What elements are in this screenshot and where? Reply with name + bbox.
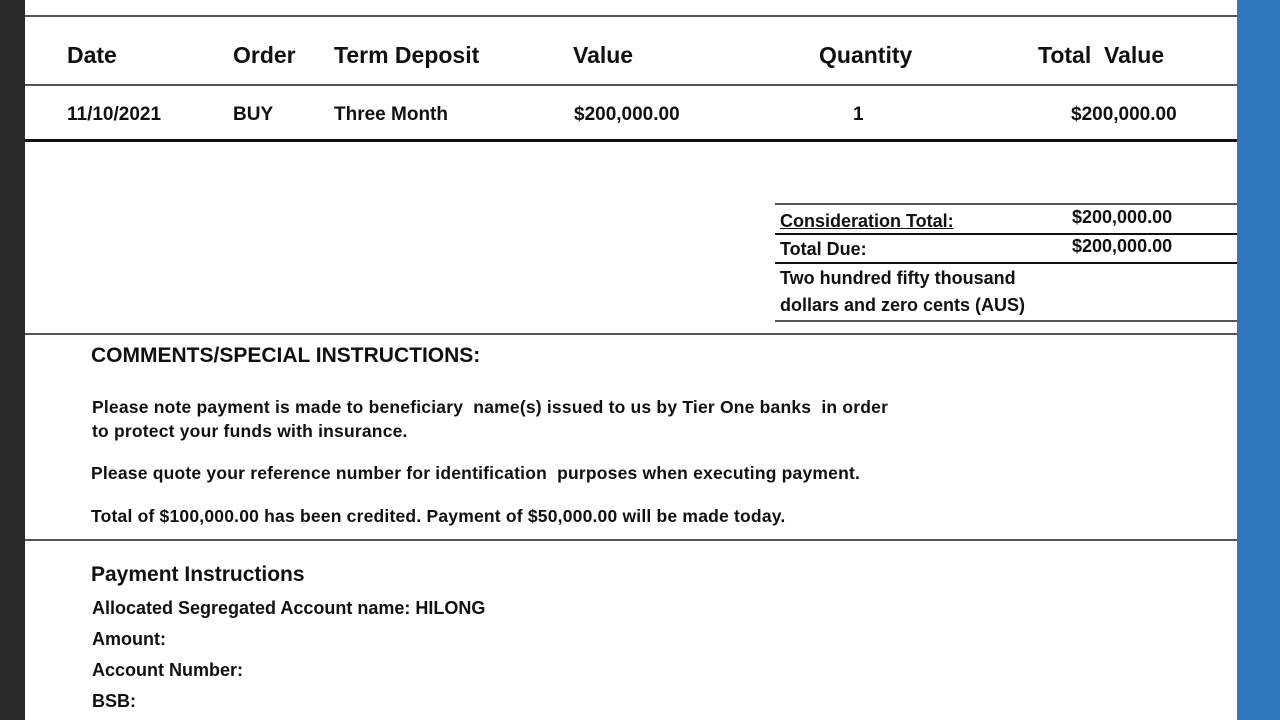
consideration-total-value: $200,000.00 [1072, 207, 1173, 227]
comments-para3: Total of $100,000.00 has been credited. Payment of $50,000.00 will be made today. [91, 506, 786, 526]
account-number-label: Account Number: [92, 660, 244, 680]
table-bottom-rule [25, 139, 1237, 142]
amount-label: Amount: [92, 629, 166, 649]
header-value: Value [573, 42, 634, 68]
comments-top-rule [25, 333, 1237, 335]
row-quantity: 1 [853, 104, 864, 125]
header-divider [25, 84, 1237, 86]
row-order: BUY [233, 104, 274, 125]
row-date: 11/10/2021 [67, 104, 162, 125]
header-quantity: Quantity [819, 42, 913, 68]
account-name-line: Allocated Segregated Account name: HILONG [92, 598, 486, 618]
total-due-value: $200,000.00 [1072, 236, 1173, 256]
amount-in-words-line2: dollars and zero cents (AUS) [780, 295, 1026, 315]
totals-due-rule [775, 262, 1237, 264]
row-total-value: $200,000.00 [1071, 104, 1177, 125]
header-date: Date [67, 42, 117, 68]
comments-para1-line2: to protect your funds with insurance. [92, 421, 408, 441]
comments-para2: Please quote your reference number for identification purposes when executing payment. [91, 463, 861, 483]
consideration-total-label: Consideration Total: [780, 211, 954, 231]
document-page [25, 0, 1237, 720]
bsb-label: BSB: [92, 691, 136, 711]
header-order: Order [233, 42, 296, 68]
totals-top-rule [775, 203, 1237, 205]
totals-bottom-rule [775, 320, 1237, 322]
total-due-label: Total Due: [780, 239, 867, 259]
table-top-rule [25, 15, 1237, 17]
header-total-value: Total Value [1038, 42, 1165, 68]
header-term-deposit: Term Deposit [334, 42, 480, 68]
right-blue-margin [1237, 0, 1280, 720]
row-term-deposit: Three Month [334, 104, 448, 125]
amount-in-words-line1: Two hundred fifty thousand [780, 268, 1016, 288]
totals-mid-rule [775, 233, 1237, 235]
row-value: $200,000.00 [574, 104, 680, 125]
comments-para1-line1: Please note payment is made to beneficiary name(s) issued to us by Tier One banks in order [92, 397, 889, 417]
left-dark-margin [0, 0, 25, 720]
payment-instructions-title: Payment Instructions [91, 563, 305, 586]
comments-bottom-rule [25, 539, 1237, 541]
comments-title: COMMENTS/SPECIAL INSTRUCTIONS: [91, 344, 481, 367]
